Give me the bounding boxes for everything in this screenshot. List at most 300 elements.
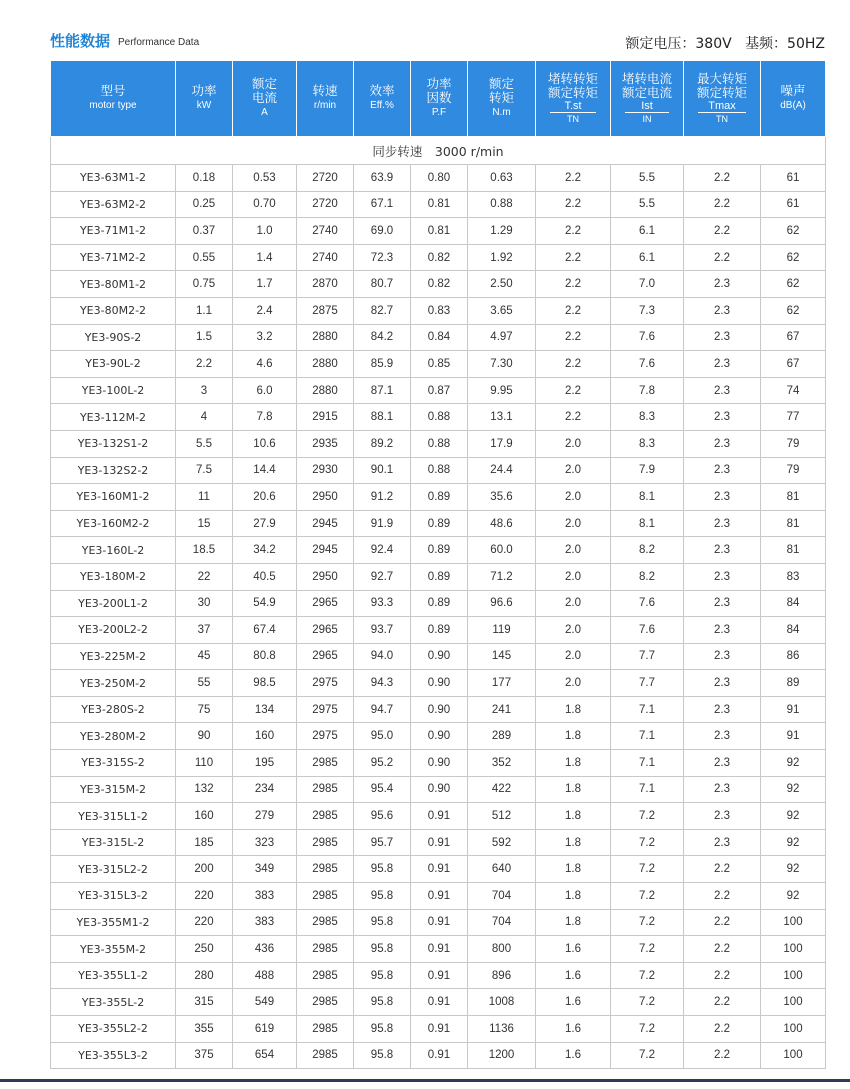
col-header-locked-torque-ratio: 堵转转矩 额定转矩 T.st TN: [536, 61, 611, 137]
table-cell: 0.37: [176, 218, 233, 245]
table-cell: 0.91: [411, 883, 468, 910]
table-cell: 14.4: [233, 457, 297, 484]
table-cell: 422: [468, 776, 536, 803]
table-cell: 1.8: [536, 696, 611, 723]
table-cell: 24.4: [468, 457, 536, 484]
table-cell: 352: [468, 750, 536, 777]
table-cell: 35.6: [468, 484, 536, 511]
table-cell: 3.2: [233, 324, 297, 351]
table-cell: 2.2: [684, 244, 761, 271]
table-cell: 3.65: [468, 297, 536, 324]
table-cell: 1.92: [468, 244, 536, 271]
table-cell: 2.3: [684, 750, 761, 777]
table-cell: 2.2: [536, 244, 611, 271]
table-cell: 2985: [297, 989, 354, 1016]
table-cell: 84: [761, 617, 826, 644]
table-cell: 177: [468, 670, 536, 697]
table-cell: 0.85: [411, 351, 468, 378]
table-cell: 2880: [297, 351, 354, 378]
table-cell: 2.2: [536, 165, 611, 192]
table-cell: 2.2: [684, 962, 761, 989]
table-row: [51, 351, 826, 378]
table-cell: 2.0: [536, 510, 611, 537]
table-cell: 2.3: [684, 297, 761, 324]
table-cell: 81: [761, 484, 826, 511]
table-cell: 0.70: [233, 191, 297, 218]
table-cell: 0.91: [411, 909, 468, 936]
table-cell: 0.91: [411, 1016, 468, 1043]
table-cell: 7.7: [611, 643, 684, 670]
table-cell: 0.89: [411, 537, 468, 564]
table-cell: 1.8: [536, 856, 611, 883]
table-row: [51, 962, 826, 989]
table-cell: 2985: [297, 856, 354, 883]
table-cell: 2.2: [684, 165, 761, 192]
table-cell: 2945: [297, 537, 354, 564]
table-cell: 1.8: [536, 883, 611, 910]
table-cell: 48.6: [468, 510, 536, 537]
table-row: [51, 271, 826, 298]
table-cell: 2985: [297, 1042, 354, 1069]
table-cell: 2.4: [233, 297, 297, 324]
table-cell: 0.53: [233, 165, 297, 192]
table-cell: YE3-63M1-2: [51, 165, 176, 192]
table-cell: 75: [176, 696, 233, 723]
table-cell: 0.75: [176, 271, 233, 298]
table-cell: 2975: [297, 670, 354, 697]
table-cell: 7.7: [611, 670, 684, 697]
table-cell: 1.8: [536, 750, 611, 777]
table-cell: 0.81: [411, 191, 468, 218]
table-cell: 1136: [468, 1016, 536, 1043]
table-cell: 71.2: [468, 563, 536, 590]
table-cell: 61: [761, 191, 826, 218]
table-cell: 95.8: [354, 909, 411, 936]
table-cell: 250: [176, 936, 233, 963]
table-cell: 2.2: [536, 191, 611, 218]
table-row: [51, 457, 826, 484]
table-cell: 7.0: [611, 271, 684, 298]
table-cell: 1.8: [536, 909, 611, 936]
table-row: [51, 617, 826, 644]
table-cell: 92: [761, 750, 826, 777]
table-row: [51, 1016, 826, 1043]
table-cell: 8.2: [611, 563, 684, 590]
table-cell: 61: [761, 165, 826, 192]
table-cell: 94.7: [354, 696, 411, 723]
table-row: [51, 510, 826, 537]
table-cell: 67.1: [354, 191, 411, 218]
table-cell: 7.30: [468, 351, 536, 378]
table-cell: 195: [233, 750, 297, 777]
table-cell: YE3-355M-2: [51, 936, 176, 963]
table-cell: 160: [233, 723, 297, 750]
table-cell: 200: [176, 856, 233, 883]
table-cell: 6.0: [233, 377, 297, 404]
table-cell: 93.7: [354, 617, 411, 644]
table-cell: 2.3: [684, 404, 761, 431]
table-cell: YE3-315L3-2: [51, 883, 176, 910]
table-cell: 7.9: [611, 457, 684, 484]
table-cell: 0.89: [411, 617, 468, 644]
table-cell: 2.3: [684, 670, 761, 697]
table-row: [51, 696, 826, 723]
table-cell: 2.2: [176, 351, 233, 378]
table-cell: 512: [468, 803, 536, 830]
table-cell: 92: [761, 829, 826, 856]
table-cell: 67: [761, 324, 826, 351]
table-cell: 20.6: [233, 484, 297, 511]
table-cell: 280: [176, 962, 233, 989]
table-cell: 2870: [297, 271, 354, 298]
table-cell: 96.6: [468, 590, 536, 617]
table-cell: YE3-71M2-2: [51, 244, 176, 271]
page-header: [50, 28, 825, 56]
table-cell: YE3-112M-2: [51, 404, 176, 431]
table-cell: 2.2: [684, 218, 761, 245]
table-cell: 2985: [297, 750, 354, 777]
table-cell: 2.3: [684, 776, 761, 803]
table-row: [51, 670, 826, 697]
table-cell: 91.2: [354, 484, 411, 511]
table-cell: 4.6: [233, 351, 297, 378]
table-cell: 2.3: [684, 696, 761, 723]
table-cell: 91: [761, 696, 826, 723]
col-header-power: 功率 kW: [176, 61, 233, 137]
table-cell: 89: [761, 670, 826, 697]
table-cell: 119: [468, 617, 536, 644]
table-cell: 69.0: [354, 218, 411, 245]
table-cell: 2.0: [536, 590, 611, 617]
table-cell: 289: [468, 723, 536, 750]
table-cell: 1.6: [536, 962, 611, 989]
table-cell: YE3-100L-2: [51, 377, 176, 404]
table-cell: YE3-315S-2: [51, 750, 176, 777]
table-cell: 85.9: [354, 351, 411, 378]
table-cell: 7.2: [611, 829, 684, 856]
col-header-speed: 转速 r/min: [297, 61, 354, 137]
table-row: [51, 856, 826, 883]
table-cell: 2720: [297, 191, 354, 218]
table-cell: YE3-71M1-2: [51, 218, 176, 245]
table-cell: 95.8: [354, 989, 411, 1016]
table-cell: 488: [233, 962, 297, 989]
table-cell: 2.2: [684, 883, 761, 910]
table-cell: 315: [176, 989, 233, 1016]
table-cell: 100: [761, 962, 826, 989]
table-cell: 8.1: [611, 484, 684, 511]
table-cell: 2.0: [536, 563, 611, 590]
table-cell: 2985: [297, 776, 354, 803]
table-cell: 7.2: [611, 936, 684, 963]
table-cell: 800: [468, 936, 536, 963]
table-cell: 92: [761, 883, 826, 910]
table-row: [51, 723, 826, 750]
table-cell: 0.91: [411, 803, 468, 830]
table-cell: 6.1: [611, 218, 684, 245]
table-cell: 77: [761, 404, 826, 431]
table-cell: 15: [176, 510, 233, 537]
table-cell: 145: [468, 643, 536, 670]
table-cell: 2915: [297, 404, 354, 431]
table-cell: 1.8: [536, 723, 611, 750]
table-header-row: [51, 61, 826, 137]
table-row: [51, 989, 826, 1016]
table-row: [51, 883, 826, 910]
table-cell: 160: [176, 803, 233, 830]
table-cell: 30: [176, 590, 233, 617]
table-cell: 2.2: [536, 271, 611, 298]
table-cell: 2.50: [468, 271, 536, 298]
table-cell: YE3-315L1-2: [51, 803, 176, 830]
table-cell: YE3-63M2-2: [51, 191, 176, 218]
col-header-noise: 噪声 dB(A): [761, 61, 826, 137]
table-cell: YE3-90L-2: [51, 351, 176, 378]
table-cell: 0.88: [468, 191, 536, 218]
table-cell: 2.2: [536, 351, 611, 378]
table-cell: 2.2: [536, 297, 611, 324]
table-cell: 0.88: [411, 404, 468, 431]
table-cell: 1.1: [176, 297, 233, 324]
table-cell: 2935: [297, 430, 354, 457]
table-cell: 86: [761, 643, 826, 670]
table-cell: 2.0: [536, 670, 611, 697]
table-cell: 110: [176, 750, 233, 777]
table-cell: 1008: [468, 989, 536, 1016]
table-cell: 2.3: [684, 351, 761, 378]
table-cell: 84: [761, 590, 826, 617]
table-cell: 896: [468, 962, 536, 989]
table-cell: 134: [233, 696, 297, 723]
table-row: [51, 324, 826, 351]
table-cell: 2.2: [684, 936, 761, 963]
table-cell: 45: [176, 643, 233, 670]
table-cell: 90: [176, 723, 233, 750]
table-cell: 7.2: [611, 1042, 684, 1069]
table-cell: 640: [468, 856, 536, 883]
table-cell: 55: [176, 670, 233, 697]
table-cell: 592: [468, 829, 536, 856]
table-cell: 2.0: [536, 643, 611, 670]
table-cell: 9.95: [468, 377, 536, 404]
table-cell: 375: [176, 1042, 233, 1069]
table-row: [51, 643, 826, 670]
table-cell: 1.7: [233, 271, 297, 298]
table-cell: 95.8: [354, 1042, 411, 1069]
table-cell: 2975: [297, 696, 354, 723]
table-row: [51, 484, 826, 511]
table-cell: 2.0: [536, 430, 611, 457]
col-header-max-torque-ratio: 最大转矩 额定转矩 Tmax TN: [684, 61, 761, 137]
table-cell: 2975: [297, 723, 354, 750]
table-cell: 93.3: [354, 590, 411, 617]
table-cell: 0.91: [411, 856, 468, 883]
table-cell: YE3-160L-2: [51, 537, 176, 564]
table-cell: 1200: [468, 1042, 536, 1069]
table-cell: 704: [468, 883, 536, 910]
table-cell: 92: [761, 776, 826, 803]
table-row: [51, 430, 826, 457]
table-cell: 2.3: [684, 271, 761, 298]
table-cell: 220: [176, 883, 233, 910]
table-cell: YE3-250M-2: [51, 670, 176, 697]
table-cell: 0.88: [411, 457, 468, 484]
table-cell: 0.91: [411, 989, 468, 1016]
table-cell: YE3-315L-2: [51, 829, 176, 856]
table-cell: 100: [761, 1042, 826, 1069]
spec-info: [625, 33, 825, 53]
table-cell: 2740: [297, 218, 354, 245]
table-row: [51, 297, 826, 324]
table-cell: 8.2: [611, 537, 684, 564]
table-cell: 0.80: [411, 165, 468, 192]
table-cell: 2.3: [684, 590, 761, 617]
table-cell: 62: [761, 297, 826, 324]
footer-divider: [0, 1079, 850, 1082]
table-cell: 94.0: [354, 643, 411, 670]
table-cell: 2.3: [684, 324, 761, 351]
table-cell: 2875: [297, 297, 354, 324]
table-cell: 95.8: [354, 856, 411, 883]
table-cell: 2950: [297, 484, 354, 511]
table-cell: 2.0: [536, 537, 611, 564]
table-cell: 91.9: [354, 510, 411, 537]
table-cell: 0.91: [411, 962, 468, 989]
table-cell: 1.6: [536, 1016, 611, 1043]
table-cell: YE3-280M-2: [51, 723, 176, 750]
table-cell: 2880: [297, 377, 354, 404]
table-cell: 34.2: [233, 537, 297, 564]
page-title: 性能数据: [50, 32, 111, 50]
col-header-torque: 额定 转矩 N.m: [468, 61, 536, 137]
table-cell: 100: [761, 936, 826, 963]
table-cell: 355: [176, 1016, 233, 1043]
table-cell: 0.91: [411, 936, 468, 963]
table-cell: 95.2: [354, 750, 411, 777]
table-cell: 0.90: [411, 750, 468, 777]
table-row: [51, 590, 826, 617]
table-cell: 92: [761, 803, 826, 830]
table-cell: 92.7: [354, 563, 411, 590]
table-cell: 1.0: [233, 218, 297, 245]
performance-table: [50, 60, 826, 1069]
table-cell: 7.5: [176, 457, 233, 484]
table-cell: 89.2: [354, 430, 411, 457]
table-cell: 2.3: [684, 829, 761, 856]
table-cell: 7.2: [611, 856, 684, 883]
table-cell: 549: [233, 989, 297, 1016]
table-cell: 95.8: [354, 883, 411, 910]
col-header-locked-current-ratio: 堵转电流 额定电流 Ist IN: [611, 61, 684, 137]
table-cell: 22: [176, 563, 233, 590]
table-cell: 7.6: [611, 617, 684, 644]
table-cell: 95.8: [354, 1016, 411, 1043]
table-cell: 1.4: [233, 244, 297, 271]
table-cell: 100: [761, 1016, 826, 1043]
table-cell: 1.8: [536, 803, 611, 830]
col-header-efficiency: 效率 Eff.%: [354, 61, 411, 137]
table-cell: 2950: [297, 563, 354, 590]
table-cell: 0.88: [411, 430, 468, 457]
table-cell: 18.5: [176, 537, 233, 564]
table-cell: 2985: [297, 936, 354, 963]
table-cell: 0.89: [411, 510, 468, 537]
table-cell: YE3-315M-2: [51, 776, 176, 803]
table-row: [51, 165, 826, 192]
table-cell: 383: [233, 883, 297, 910]
table-cell: 383: [233, 909, 297, 936]
table-cell: 2.3: [684, 643, 761, 670]
table-cell: 3: [176, 377, 233, 404]
table-cell: 91: [761, 723, 826, 750]
table-cell: 7.1: [611, 723, 684, 750]
table-cell: 94.3: [354, 670, 411, 697]
table-cell: 8.3: [611, 404, 684, 431]
table-cell: 1.6: [536, 989, 611, 1016]
table-cell: 7.3: [611, 297, 684, 324]
table-cell: 2965: [297, 643, 354, 670]
table-row: [51, 537, 826, 564]
table-cell: YE3-355M1-2: [51, 909, 176, 936]
table-cell: 619: [233, 1016, 297, 1043]
table-cell: 7.2: [611, 909, 684, 936]
table-cell: 7.6: [611, 351, 684, 378]
table-cell: 7.2: [611, 1016, 684, 1043]
table-cell: 7.6: [611, 324, 684, 351]
table-cell: 2985: [297, 829, 354, 856]
table-cell: 0.91: [411, 829, 468, 856]
table-cell: 7.2: [611, 989, 684, 1016]
table-cell: 5.5: [611, 165, 684, 192]
table-row: [51, 803, 826, 830]
table-row: [51, 829, 826, 856]
table-cell: 5.5: [611, 191, 684, 218]
table-cell: 2.2: [536, 404, 611, 431]
table-cell: 2.3: [684, 484, 761, 511]
table-cell: 74: [761, 377, 826, 404]
table-cell: 349: [233, 856, 297, 883]
table-cell: 0.55: [176, 244, 233, 271]
table-cell: 90.1: [354, 457, 411, 484]
table-cell: 88.1: [354, 404, 411, 431]
table-cell: 2985: [297, 962, 354, 989]
table-cell: 7.8: [611, 377, 684, 404]
table-cell: 79: [761, 430, 826, 457]
table-cell: 0.89: [411, 590, 468, 617]
table-cell: YE3-160M1-2: [51, 484, 176, 511]
table-cell: 0.83: [411, 297, 468, 324]
table-row: [51, 936, 826, 963]
table-cell: 7.1: [611, 750, 684, 777]
table-row: [51, 244, 826, 271]
table-cell: YE3-280S-2: [51, 696, 176, 723]
table-cell: 436: [233, 936, 297, 963]
table-cell: 7.2: [611, 803, 684, 830]
table-cell: 2.0: [536, 617, 611, 644]
table-cell: 2.3: [684, 510, 761, 537]
table-cell: 1.6: [536, 1042, 611, 1069]
table-cell: 2.2: [536, 377, 611, 404]
table-cell: 7.1: [611, 696, 684, 723]
table-cell: 7.8: [233, 404, 297, 431]
table-cell: 84.2: [354, 324, 411, 351]
table-cell: 279: [233, 803, 297, 830]
table-cell: YE3-315L2-2: [51, 856, 176, 883]
table-cell: 8.1: [611, 510, 684, 537]
table-cell: 2930: [297, 457, 354, 484]
table-cell: 704: [468, 909, 536, 936]
table-cell: 234: [233, 776, 297, 803]
